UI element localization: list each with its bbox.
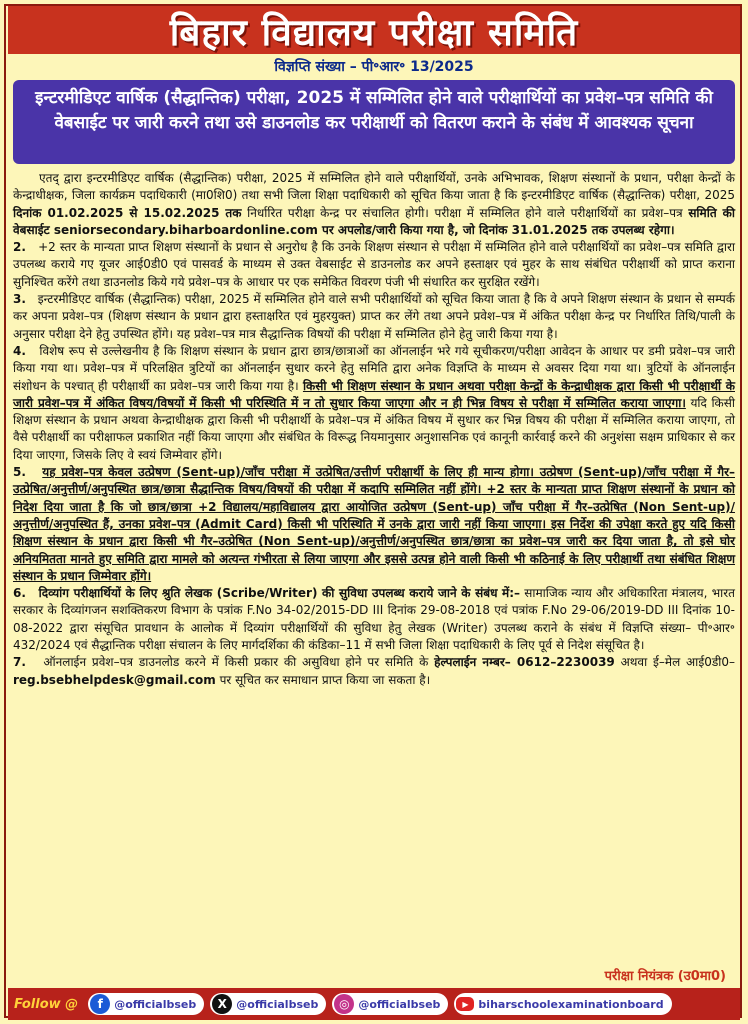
follow-label: Follow @ — [14, 996, 79, 1012]
youtube-icon: ▶ — [456, 997, 474, 1011]
paragraph-3 — [13, 291, 735, 343]
signature: परीक्षा नियंत्रक (उ0मा0) — [604, 969, 726, 984]
paragraph-7 — [13, 654, 735, 689]
para6-heading: दिव्यांग परीक्षार्थियों के लिए श्रुति लेखक (Scribe/Writer) की सुविधा उपलब्ध कराये जाने के संबंध में:– — [38, 586, 521, 601]
facebook-handle: @officialbseb — [114, 997, 197, 1011]
instagram-link[interactable] — [332, 993, 448, 1015]
para2-number: 2. — [13, 240, 26, 255]
para5-warning: यह प्रवेश–पत्र केवल उत्प्रेषण (Sent-up)/जाँच परीक्षा में उत्प्रेषित/उत्तीर्ण परीक्षार्थी के लिए ही मान्य होगा। उत्प्रेषण (Sent-up)/जाँच परीक्षा में गैर–उत्प्रेषित/अनुत्तीर्ण/अनुपस्थित छात्र/छात्रा सैद्धान्तिक विषय/विषयों की परीक्षा में कदापि सम्मिलित नहीं होंगे। — [13, 465, 735, 497]
paragraph-6 — [13, 585, 735, 654]
para5-directive: +2 स्तर के मान्यता प्राप्त शिक्षण संस्थानों के प्रधान को निदेश दिया जाता है कि जो छात्र/छात्रा +2 विद्यालय/महाविद्यालय द्वारा आयोजित उत्प्रेषण (Sent-up) जाँच परीक्षा में गैर–उत्प्रेषित (Non Sent-up)/अनुत्तीर्ण/अनुपस्थित हैं, उनका प्रवेश–पत्र (Admit Card) किसी भी परिस्थिति में उनके द्वारा जारी नहीं किया जाएगा। इस निर्देश की उपेक्षा करते हुए यदि किसी शिक्षण संस्थान के प्रधान द्वारा किसी भी गैर–उत्प्रेषित (Non Sent-up)/अनुत्तीर्ण/अनुपस्थित छात्र/छात्रा का प्रवेश–पत्र जारी कर दिया जाता है, तो इसे घोर अनियमितता मानते हुए समिति द्वारा मामले को अत्यन्त गंभीरता से लिया जाएगा और इससे उत्पन्न होने वाली किसी भी कठिनाई के लिए परीक्षार्थी तथा संबंधित शिक्षण संस्थान के प्रधान जिम्मेवार होंगे। — [13, 482, 735, 583]
subject-text: इन्टरमीडिएट वार्षिक (सैद्धान्तिक) परीक्षा, 2025 में सम्मिलित होने वाले परीक्षार्थियों का प्रवेश–पत्र समिति की वेबसाईट पर जारी करने तथा उसे डाउनलोड कर परीक्षार्थी को वितरण कराने के संबंध में आवश्यक सूचना — [35, 88, 713, 133]
youtube-handle: biharschoolexaminationboard — [478, 997, 664, 1011]
notice-body — [13, 170, 735, 689]
x-link[interactable] — [210, 993, 326, 1015]
page-title: बिहार विद्यालय परीक्षा समिति — [169, 10, 579, 54]
para7-text-2: अथवा ई–मेल आई0डी0– — [614, 655, 736, 670]
para3-number: 3. — [13, 292, 26, 307]
para4-text: विशेष रूप से उल्लेखनीय है कि शिक्षण संस्थान के प्रधान द्वारा छात्र/छात्राओं का ऑनलाईन भरे गये सूचीकरण/परीक्षा आवेदन के आधार पर डमी प्रवेश–पत्र जारी किया गया था। प्रवेश–पत्र में परिलक्षित त्रुटियों का ऑनलाईन सुधार करने हेतु समिति द्वारा अनेक विज्ञप्ति के माध्यम से अवसर दिया गया था। त्रुटियों के ऑनलाईन संशोधन के पश्चात् ही परीक्षार्थी का प्रवेश–पत्र जारी किया गया है। — [13, 343, 735, 393]
para5-number: 5. — [13, 465, 26, 480]
social-footer — [8, 988, 740, 1020]
para4-text-2: यदि किसी शिक्षण संस्थान के प्रधान अथवा केन्द्राधीक्षक द्वारा किसी भी परीक्षार्थी के प्रवेश–पत्र में अंकित विषय में सुधार कर भिन्न विषय की परीक्षा में सम्मिलित कराया जाएगा, तो वैसे परीक्षार्थी का परीक्षाफल प्रकाशित नहीं किया जाएगा और संबंधित के विरूद्ध नियमानुसार अनुशासनिक एवं कानूनी कार्रवाई करने की अनुशंसा सक्षम प्राधिकार से कर दिया जाएगा, जिसके लिए वे स्वयं जिम्मेवार होंगे। — [13, 395, 735, 462]
website-notice: समिति की वेबसाईट seniorsecondary.biharboardonline.com पर अपलोड/जारी किया गया है, जो दिनांक 31.01.2025 तक उपलब्ध रहेगा। — [13, 205, 735, 237]
para3-text: इन्टरमीडिएट वार्षिक (सैद्धान्तिक) परीक्षा, 2025 में सम्मिलित होने वाले सभी परीक्षार्थियों को सूचित किया जाता है कि वे अपने शिक्षण संस्थान के प्रधान से सम्पर्क कर अपना प्रवेश–पत्र (शिक्षण संस्थान के प्रधान द्वारा हस्ताक्षरित एवं मुहरयुक्त) प्राप्त कर लेंगे तथा अपने प्रवेश–पत्र में अंकित परीक्षा केन्द्र पर निर्धारित तिथि/पाली के अनुसार परीक्षा देने हेतु उपस्थित होंगे। यह प्रवेश–पत्र मात्र सैद्धान्तिक विषयों की परीक्षा में सम्मिलित होने हेतु जारी किया गया है। — [13, 292, 735, 341]
para4-warning: किसी भी शिक्षण संस्थान के प्रधान अथवा परीक्षा केन्द्रों के केन्द्राधीक्षक द्वारा किसी भी परीक्षार्थी के जारी प्रवेश–पत्र में अंकित विषय/विषयों में किसी भी परिस्थिति में न तो सुधार किया जाएगा और न ही भिन्न विषय से परीक्षा में सम्मिलित कराया जाएगा। — [13, 378, 735, 410]
para6-number: 6. — [13, 586, 26, 601]
para1-text: एतद् द्वारा इन्टरमीडिएट वार्षिक (सैद्धान्तिक) परीक्षा, 2025 में सम्मिलित होने वाले परीक्षार्थियों, उनके अभिभावक, शिक्षण संस्थानों के प्रधान, परीक्षा केन्द्रों के केन्द्राधीक्षक, जिला कार्यक्रम पदाधिकारी (मा0शि0) तथा सभी जिला शिक्षा पदाधिकारी को सूचित किया जाता है कि इन्टरमीडिएट वार्षिक (सैद्धान्तिक) परीक्षा, 2025 — [13, 171, 735, 203]
para7-number: 7. — [13, 655, 26, 670]
x-icon: X — [212, 994, 232, 1014]
paragraph-5 — [13, 464, 735, 585]
para1-text-2: निर्धारित परीक्षा केन्द्र पर संचालित होगी। परीक्षा में सम्मिलित होने वाले परीक्षार्थियों का प्रवेश–पत्र — [241, 205, 689, 220]
para2-text: +2 स्तर के मान्यता प्राप्त शिक्षण संस्थानों के प्रधान से अनुरोध है कि उनके शिक्षण संस्थान से परीक्षा में सम्मिलित होने वाले परीक्षार्थियों का प्रवेश–पत्र समिति द्वारा उपलब्ध कराये गए यूजर आई0डी0 एवं पासवर्ड के माध्यम से उक्त वेबसाईट से डाउनलोड कर अपने हस्ताक्षर एवं मुहर के साथ संबंधित परीक्षार्थी को प्राप्त कराना सुनिश्चित करेंगे तथा डाउनलोड किये गये प्रवेश–पत्र के आधार पर एक समेकित विवरण पंजी भी संधारित कर सुरक्षित रखेंगे। — [13, 240, 735, 289]
para7-text: ऑनलाईन प्रवेश–पत्र डाउनलोड करने में किसी प्रकार की असुविधा होने पर समिति के — [43, 655, 435, 670]
header-banner — [8, 6, 740, 54]
helpline-number: हेल्पलाईन नम्बर– 0612–2230039 — [434, 655, 615, 670]
facebook-link[interactable] — [88, 993, 204, 1015]
para6-text: सामाजिक न्याय और अधिकारिता मंत्रालय, भारत सरकार के दिव्यांगजन सशक्तिकरण विभाग के पत्रांक F.No 34-02/2015-DD III दिनांक 29-08-2018 एवं पत्रांक F.No 29-06/2019-DD III दिनांक 10-08-2022 द्वारा संसूचित प्रावधान के आलोक में दिव्यांग परीक्षार्थियों की सुविधा हेतु लेखक (Writer) उपलब्ध कराने के संबंध में विज्ञप्ति संख्या– पी॰आर॰ 432/2024 एवं सैद्धान्तिक परीक्षा संचालन के लिए मार्गदर्शिका की कंडिका–11 में सभी जिला शिक्षा पदाधिकारी के लिए पूर्व से निदेश संसूचित है। — [13, 586, 735, 653]
paragraph-1 — [13, 170, 735, 239]
subject-box — [13, 80, 735, 164]
x-handle: @officialbseb — [236, 997, 319, 1011]
paragraph-2 — [13, 239, 735, 291]
instagram-handle: @officialbseb — [358, 997, 441, 1011]
exam-dates: दिनांक 01.02.2025 से 15.02.2025 तक — [13, 205, 242, 220]
paragraph-4 — [13, 343, 735, 464]
instagram-icon: ◎ — [334, 994, 354, 1014]
youtube-link[interactable] — [454, 993, 671, 1015]
notification-number: विज्ञप्ति संख्या – पी॰आर॰ 13/2025 — [274, 59, 474, 75]
helpdesk-email[interactable]: reg.bsebhelpdesk@gmail.com — [13, 672, 216, 687]
para4-number: 4. — [13, 343, 26, 358]
para7-text-3: पर सूचित कर समाधान प्राप्त किया जा सकता है। — [215, 672, 431, 687]
facebook-icon: f — [90, 994, 110, 1014]
